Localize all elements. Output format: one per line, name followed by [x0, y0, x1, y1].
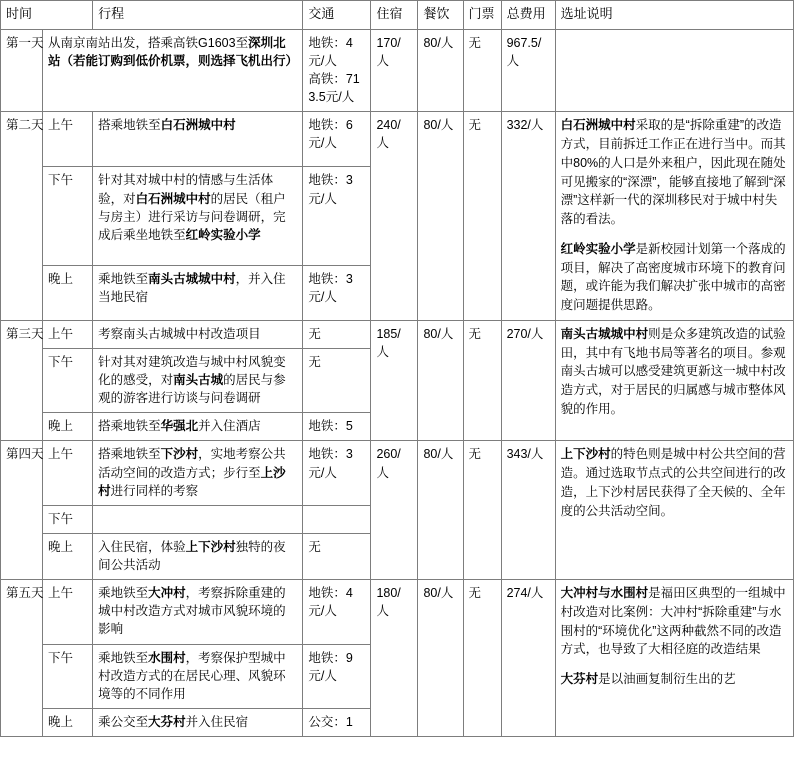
header-transport: 交通 — [303, 1, 371, 30]
table-body — [1, 29, 794, 736]
day-label: 第一天 — [1, 29, 43, 112]
header-ticket: 门票 — [463, 1, 501, 30]
day-part: 下午 — [43, 505, 93, 533]
total-cost-cell: 332/人 — [501, 112, 555, 321]
total-cost-cell: 274/人 — [501, 580, 555, 737]
route-cell: 乘地铁至南头古城城中村，并入住当地民宿 — [93, 265, 303, 320]
transport-cell: 无 — [303, 348, 371, 412]
ticket-cost-cell: 无 — [463, 441, 501, 580]
day-part: 下午 — [43, 167, 93, 265]
transport-cell: 无 — [303, 533, 371, 579]
food-cost-cell: 80/人 — [418, 580, 463, 737]
route-cell: 针对其对建筑改造与城中村风貌变化的感受，对南头古城的居民与参观的游客进行访谈与问卷调研 — [93, 348, 303, 412]
table-row — [1, 112, 794, 167]
route-cell: 入住民宿，体验上下沙村独特的夜间公共活动 — [93, 533, 303, 579]
day-part: 下午 — [43, 348, 93, 412]
header-food: 餐饮 — [418, 1, 463, 30]
ticket-cost-cell: 无 — [463, 29, 501, 112]
transport-cell: 地铁：4元/人 高铁：713.5元/人 — [303, 29, 371, 112]
total-cost-cell: 967.5/人 — [501, 29, 555, 112]
ticket-cost-cell: 无 — [463, 320, 501, 441]
ticket-cost-cell: 无 — [463, 112, 501, 321]
food-cost-cell: 80/人 — [418, 320, 463, 441]
transport-cell — [303, 505, 371, 533]
route-cell: 乘公交至大芬村并入住民宿 — [93, 708, 303, 736]
header-stay: 住宿 — [371, 1, 418, 30]
stay-cost-cell: 185/人 — [371, 320, 418, 441]
total-cost-cell: 270/人 — [501, 320, 555, 441]
day-part: 晚上 — [43, 265, 93, 320]
food-cost-cell: 80/人 — [418, 112, 463, 321]
total-cost-cell: 343/人 — [501, 441, 555, 580]
day-label: 第三天 — [1, 320, 43, 441]
stay-cost-cell: 180/人 — [371, 580, 418, 737]
table-row — [1, 320, 794, 348]
route-cell: 搭乘地铁至白石洲城中村 — [93, 112, 303, 167]
stay-cost-cell: 260/人 — [371, 441, 418, 580]
day-label: 第五天 — [1, 580, 43, 737]
header-route: 行程 — [93, 1, 303, 30]
transport-cell: 地铁：4元/人 — [303, 580, 371, 644]
route-cell: 搭乘地铁至华强北并入住酒店 — [93, 413, 303, 441]
transport-cell: 地铁：5 — [303, 413, 371, 441]
day-part: 上午 — [43, 441, 93, 505]
site-note-cell: 大冲村与水围村是福田区典型的一组城中村改造对比案例：大冲村“拆除重建”与水围村的“环境优化”这两种截然不同的改造方式，也导致了大相径庭的改造结果 大芬村是以油画复制衍生出的艺 — [555, 580, 793, 737]
transport-cell: 地铁：9元/人 — [303, 644, 371, 708]
table-header-row — [1, 1, 794, 30]
route-cell: 针对其对城中村的情感与生活体验，对白石洲城中村的居民（租户与房主）进行采访与问卷调研，完成后乘坐地铁至红岭实验小学 — [93, 167, 303, 265]
route-cell: 搭乘地铁至下沙村，实地考察公共活动空间的改造方式；步行至上沙村进行同样的考察 — [93, 441, 303, 505]
header-note: 选址说明 — [555, 1, 793, 30]
day-part: 上午 — [43, 580, 93, 644]
stay-cost-cell: 240/人 — [371, 112, 418, 321]
transport-cell: 地铁：3元/人 — [303, 441, 371, 505]
header-total: 总费用 — [501, 1, 555, 30]
day-part: 晚上 — [43, 413, 93, 441]
route-cell — [93, 505, 303, 533]
day-part: 上午 — [43, 320, 93, 348]
transport-cell: 地铁：6元/人 — [303, 112, 371, 167]
route-cell: 从南京南站出发，搭乘高铁G1603至深圳北站（若能订购到低价机票，则选择飞机出行） — [43, 29, 303, 112]
ticket-cost-cell: 无 — [463, 580, 501, 737]
stay-cost-cell: 170/人 — [371, 29, 418, 112]
table-row — [1, 441, 794, 505]
site-note-cell: 上下沙村的特色则是城中村公共空间的营造。通过选取节点式的公共空间进行的改造，上下沙村居民获得了全天候的、全年度的公共活动空间。 — [555, 441, 793, 580]
site-note-cell: 南头古城城中村则是众多建筑改造的试验田，其中有飞地书局等著名的项目。参观南头古城可以感受建筑更新这一城中村改造方式，对于居民的归属感与城市整体风貌的作用。 — [555, 320, 793, 441]
transport-cell: 公交：1 — [303, 708, 371, 736]
table-row — [1, 580, 794, 644]
table-row — [1, 29, 794, 112]
food-cost-cell: 80/人 — [418, 29, 463, 112]
day-label: 第二天 — [1, 112, 43, 321]
route-cell: 乘地铁至水围村，考察保护型城中村改造方式的在居民心理、风貌环境等的不同作用 — [93, 644, 303, 708]
day-part: 晚上 — [43, 533, 93, 579]
food-cost-cell: 80/人 — [418, 441, 463, 580]
route-cell: 考察南头古城城中村改造项目 — [93, 320, 303, 348]
day-part: 晚上 — [43, 708, 93, 736]
transport-cell: 地铁：3元/人 — [303, 265, 371, 320]
route-cell: 乘地铁至大冲村，考察拆除重建的城中村改造方式对城市风貌环境的影响 — [93, 580, 303, 644]
day-part: 上午 — [43, 112, 93, 167]
transport-cell: 无 — [303, 320, 371, 348]
day-part: 下午 — [43, 644, 93, 708]
day-label: 第四天 — [1, 441, 43, 580]
site-note-cell: 白石洲城中村采取的是“拆除重建”的改造方式，目前拆迁工作正在进行当中。而其中80%的人口是外来租户，因此现在随处可见搬家的“深漂”，能够直接地了解到“深漂”这样新一代的深圳移民对于城中村失落的看法。 红岭实验小学是新校园计划第一个落成的项目，解决了高密度城市环境下的教育问题，或许能为我们解决扩张中城市的高密度问题提供思路。 — [555, 112, 793, 321]
transport-cell: 地铁：3元/人 — [303, 167, 371, 265]
header-time: 时间 — [1, 1, 93, 30]
site-note-cell — [555, 29, 793, 112]
